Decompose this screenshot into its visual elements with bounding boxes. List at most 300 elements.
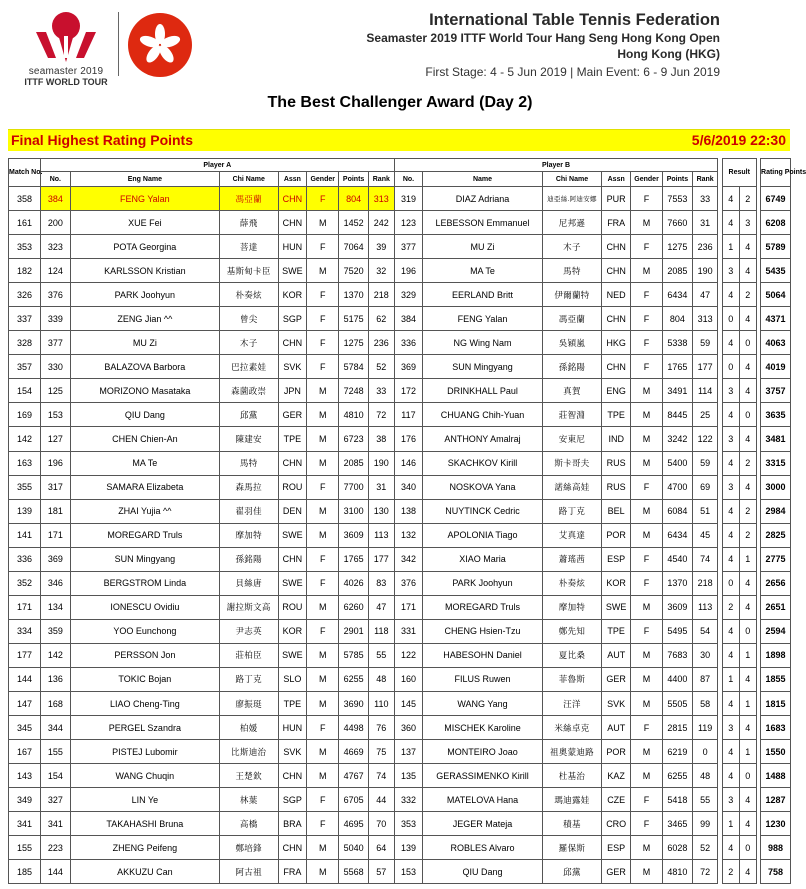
player-b-name: HABESOHN Daniel [423, 643, 542, 667]
player-b-rank: 55 [692, 788, 718, 812]
player-b-gender: F [631, 235, 663, 259]
player-a-chi-name: 菩達 [219, 235, 278, 259]
player-b-gender: M [631, 379, 663, 403]
player-b-rank: 122 [692, 427, 718, 451]
player-a-assn: SGP [278, 788, 307, 812]
match-no: 341 [9, 812, 41, 836]
player-b-gender: M [631, 211, 663, 235]
table-row [9, 812, 791, 836]
header-rating-points: Rating Points [761, 159, 791, 187]
match-no: 353 [9, 235, 41, 259]
match-no: 143 [9, 764, 41, 788]
player-b-name: CHENG Hsien-Tzu [423, 619, 542, 643]
player-a-gender: F [307, 307, 339, 331]
table-row [9, 691, 791, 715]
player-a-name: WANG Chuqin [70, 764, 219, 788]
player-b-chi-name: 諾絲高娃 [542, 475, 602, 499]
player-a-no: 200 [40, 211, 70, 235]
player-a-chi-name: 謝拉斯文高 [219, 595, 278, 619]
player-a-gender: M [307, 451, 339, 475]
result-a-games: 4 [722, 547, 739, 571]
header-divider [118, 12, 119, 76]
player-b-gender: F [631, 571, 663, 595]
player-b-chi-name: 安東尼 [542, 427, 602, 451]
result-a-games: 3 [722, 379, 739, 403]
table-row [9, 211, 791, 235]
table-row [9, 571, 791, 595]
result-b-games: 4 [739, 716, 756, 740]
header-a-no: No. [40, 172, 70, 187]
rating-banner [8, 129, 790, 151]
header-b-assn: Assn [602, 172, 631, 187]
player-a-chi-name: 巴拉素娃 [219, 355, 278, 379]
header-b-rank: Rank [692, 172, 718, 187]
result-b-games: 4 [739, 235, 756, 259]
player-b-chi-name: 路丁克 [542, 499, 602, 523]
player-a-name: PISTEJ Lubomir [70, 740, 219, 764]
player-a-name: MORIZONO Masataka [70, 379, 219, 403]
player-b-assn: ESP [602, 836, 631, 860]
result-a-games: 0 [722, 571, 739, 595]
player-a-chi-name: 馬特 [219, 451, 278, 475]
player-b-rank: 47 [692, 283, 718, 307]
player-a-gender: M [307, 427, 339, 451]
table-row [9, 475, 791, 499]
player-b-chi-name: 邱黨 [542, 860, 602, 884]
player-b-rank: 58 [692, 691, 718, 715]
rating-points: 1815 [761, 691, 791, 715]
player-a-gender: M [307, 259, 339, 283]
header-player-a: Player A [40, 159, 394, 172]
player-a-assn: HUN [278, 235, 307, 259]
player-b-chi-name: 朴奏炫 [542, 571, 602, 595]
player-a-chi-name: 基斯甸卡臣 [219, 259, 278, 283]
rating-points: 3481 [761, 427, 791, 451]
logo-text-seamaster: seamaster 2019 [28, 66, 104, 77]
player-a-assn: SGP [278, 307, 307, 331]
player-b-no: 336 [394, 331, 423, 355]
player-a-name: PERSSON Jon [70, 643, 219, 667]
rating-points: 2775 [761, 547, 791, 571]
result-a-games: 4 [722, 523, 739, 547]
player-a-name: MU Zi [70, 331, 219, 355]
player-b-name: MA Te [423, 259, 542, 283]
player-b-gender: M [631, 643, 663, 667]
player-b-rank: 218 [692, 571, 718, 595]
player-a-assn: CHN [278, 331, 307, 355]
table-row [9, 499, 791, 523]
rating-points: 5435 [761, 259, 791, 283]
player-a-rank: 47 [369, 595, 395, 619]
result-b-games: 4 [739, 595, 756, 619]
player-b-no: 139 [394, 836, 423, 860]
player-a-points: 1765 [339, 547, 369, 571]
player-a-assn: DEN [278, 499, 307, 523]
player-b-name: GERASSIMENKO Kirill [423, 764, 542, 788]
player-b-no: 353 [394, 812, 423, 836]
result-b-games: 1 [739, 643, 756, 667]
player-a-points: 2085 [339, 451, 369, 475]
player-b-assn: SWE [602, 595, 631, 619]
match-no: 345 [9, 716, 41, 740]
player-a-points: 1275 [339, 331, 369, 355]
result-a-games: 0 [722, 355, 739, 379]
player-b-points: 4540 [663, 547, 693, 571]
player-b-points: 1370 [663, 571, 693, 595]
match-no: 141 [9, 523, 41, 547]
player-b-name: SUN Mingyang [423, 355, 542, 379]
player-a-rank: 130 [369, 499, 395, 523]
player-a-chi-name: 貝絲唐 [219, 571, 278, 595]
result-a-games: 3 [722, 475, 739, 499]
rating-points: 1898 [761, 643, 791, 667]
player-a-name: POTA Georgina [70, 235, 219, 259]
player-b-assn: CHN [602, 355, 631, 379]
player-a-no: 359 [40, 619, 70, 643]
match-no: 163 [9, 451, 41, 475]
player-b-no: 171 [394, 595, 423, 619]
player-a-gender: F [307, 812, 339, 836]
result-a-games: 2 [722, 595, 739, 619]
player-b-gender: M [631, 860, 663, 884]
rating-points: 3315 [761, 451, 791, 475]
header-b-no: No. [394, 172, 423, 187]
player-a-no: 341 [40, 812, 70, 836]
player-a-gender: F [307, 355, 339, 379]
player-b-name: DRINKHALL Paul [423, 379, 542, 403]
player-a-no: 317 [40, 475, 70, 499]
player-a-points: 804 [339, 187, 369, 211]
player-a-assn: SWE [278, 643, 307, 667]
player-a-no: 171 [40, 523, 70, 547]
player-b-no: 153 [394, 860, 423, 884]
player-a-chi-name: 柏媛 [219, 716, 278, 740]
player-b-points: 5338 [663, 331, 693, 355]
player-a-gender: M [307, 764, 339, 788]
match-no: 169 [9, 403, 41, 427]
player-a-no: 127 [40, 427, 70, 451]
player-b-points: 4810 [663, 860, 693, 884]
player-a-points: 1370 [339, 283, 369, 307]
player-b-assn: POR [602, 740, 631, 764]
result-a-games: 4 [722, 403, 739, 427]
player-a-points: 3690 [339, 691, 369, 715]
match-no: 334 [9, 619, 41, 643]
player-a-assn: SWE [278, 259, 307, 283]
player-a-name: AKKUZU Can [70, 860, 219, 884]
player-a-chi-name: 林葉 [219, 788, 278, 812]
hong-kong-flag-icon [127, 12, 193, 78]
player-a-no: 384 [40, 187, 70, 211]
player-b-gender: F [631, 788, 663, 812]
player-a-rank: 64 [369, 836, 395, 860]
table-row [9, 764, 791, 788]
player-b-no: 332 [394, 788, 423, 812]
match-no: 326 [9, 283, 41, 307]
result-b-games: 4 [739, 812, 756, 836]
player-a-assn: SVK [278, 740, 307, 764]
result-a-games: 4 [722, 619, 739, 643]
rating-points: 3635 [761, 403, 791, 427]
player-a-name: QIU Dang [70, 403, 219, 427]
player-a-chi-name: 孫銘陽 [219, 547, 278, 571]
player-b-assn: HKG [602, 331, 631, 355]
header-player-b: Player B [394, 159, 718, 172]
page-header [0, 0, 800, 92]
player-b-no: 160 [394, 667, 423, 691]
player-b-gender: F [631, 187, 663, 211]
player-b-chi-name: 羅保斯 [542, 836, 602, 860]
player-b-no: 137 [394, 740, 423, 764]
player-b-rank: 236 [692, 235, 718, 259]
table-row [9, 187, 791, 211]
match-no: 154 [9, 379, 41, 403]
player-a-no: 168 [40, 691, 70, 715]
result-a-games: 3 [722, 259, 739, 283]
player-b-no: 342 [394, 547, 423, 571]
player-b-chi-name: 馬特 [542, 259, 602, 283]
player-b-chi-name: 木子 [542, 235, 602, 259]
player-b-assn: IND [602, 427, 631, 451]
player-a-no: 223 [40, 836, 70, 860]
rating-points: 2651 [761, 595, 791, 619]
player-b-chi-name: 杜基治 [542, 764, 602, 788]
player-a-assn: KOR [278, 283, 307, 307]
player-a-gender: M [307, 403, 339, 427]
player-b-chi-name: 蕭瑤茜 [542, 547, 602, 571]
player-a-no: 125 [40, 379, 70, 403]
player-a-chi-name: 森馬拉 [219, 475, 278, 499]
player-a-points: 7248 [339, 379, 369, 403]
table-body [9, 187, 791, 884]
player-a-no: 327 [40, 788, 70, 812]
player-a-gender: F [307, 716, 339, 740]
player-b-points: 6255 [663, 764, 693, 788]
result-a-games: 3 [722, 716, 739, 740]
player-a-name: LIN Ye [70, 788, 219, 812]
player-a-points: 7520 [339, 259, 369, 283]
player-b-gender: F [631, 355, 663, 379]
player-b-points: 1765 [663, 355, 693, 379]
match-no: 337 [9, 307, 41, 331]
table-row [9, 307, 791, 331]
player-b-points: 6434 [663, 283, 693, 307]
player-a-name: ZHAI Yujia ^^ [70, 499, 219, 523]
table-row [9, 403, 791, 427]
player-b-assn: KOR [602, 571, 631, 595]
player-b-rank: 33 [692, 187, 718, 211]
player-b-rank: 87 [692, 667, 718, 691]
player-a-points: 2901 [339, 619, 369, 643]
player-b-points: 6219 [663, 740, 693, 764]
rating-points: 1855 [761, 667, 791, 691]
player-a-no: 196 [40, 451, 70, 475]
rating-points: 2984 [761, 499, 791, 523]
header-b-chi-name: Chi Name [542, 172, 602, 187]
player-b-rank: 69 [692, 475, 718, 499]
player-b-points: 4700 [663, 475, 693, 499]
org-name: International Table Tennis Federation [429, 11, 720, 29]
rating-points: 6208 [761, 211, 791, 235]
player-a-gender: M [307, 836, 339, 860]
result-b-games: 1 [739, 691, 756, 715]
player-b-chi-name: 汪洋 [542, 691, 602, 715]
result-b-games: 2 [739, 499, 756, 523]
player-b-points: 6084 [663, 499, 693, 523]
rating-points: 3757 [761, 379, 791, 403]
player-a-assn: JPN [278, 379, 307, 403]
player-b-no: 132 [394, 523, 423, 547]
player-b-gender: M [631, 427, 663, 451]
table-row [9, 619, 791, 643]
player-b-no: 376 [394, 571, 423, 595]
player-b-no: 340 [394, 475, 423, 499]
player-b-name: MOREGARD Truls [423, 595, 542, 619]
player-a-points: 4810 [339, 403, 369, 427]
player-a-points: 7700 [339, 475, 369, 499]
result-b-games: 1 [739, 740, 756, 764]
ittf-logo-icon [18, 8, 114, 66]
player-b-chi-name: 真賀 [542, 379, 602, 403]
player-a-gender: F [307, 547, 339, 571]
player-a-no: 323 [40, 235, 70, 259]
player-a-assn: ROU [278, 595, 307, 619]
player-a-name: TOKIC Bojan [70, 667, 219, 691]
player-b-rank: 25 [692, 403, 718, 427]
result-a-games: 0 [722, 307, 739, 331]
player-a-assn: TPE [278, 691, 307, 715]
player-a-gender: F [307, 235, 339, 259]
player-a-rank: 113 [369, 523, 395, 547]
player-b-no: 369 [394, 355, 423, 379]
player-b-name: DIAZ Adriana [423, 187, 542, 211]
player-b-assn: CHN [602, 259, 631, 283]
player-b-gender: M [631, 403, 663, 427]
match-no: 355 [9, 475, 41, 499]
table-row [9, 595, 791, 619]
player-a-chi-name: 摩加特 [219, 523, 278, 547]
player-a-gender: M [307, 211, 339, 235]
player-b-chi-name: 艾真達 [542, 523, 602, 547]
player-b-gender: M [631, 740, 663, 764]
player-b-no: 377 [394, 235, 423, 259]
player-a-assn: FRA [278, 860, 307, 884]
player-a-assn: CHN [278, 211, 307, 235]
match-no: 161 [9, 211, 41, 235]
player-a-points: 6705 [339, 788, 369, 812]
player-b-rank: 119 [692, 716, 718, 740]
player-b-chi-name: 斯卡哥夫 [542, 451, 602, 475]
header-a-rank: Rank [369, 172, 395, 187]
player-b-rank: 31 [692, 211, 718, 235]
player-b-chi-name: 馮亞蘭 [542, 307, 602, 331]
table-row [9, 331, 791, 355]
player-a-name: FENG Yalan [70, 187, 219, 211]
player-a-rank: 218 [369, 283, 395, 307]
player-b-name: ROBLES Alvaro [423, 836, 542, 860]
player-a-gender: M [307, 523, 339, 547]
result-b-games: 4 [739, 379, 756, 403]
player-a-points: 4498 [339, 716, 369, 740]
table-row [9, 451, 791, 475]
player-a-assn: CHN [278, 547, 307, 571]
rating-points: 2825 [761, 523, 791, 547]
player-a-rank: 190 [369, 451, 395, 475]
rating-points: 4371 [761, 307, 791, 331]
player-b-points: 5400 [663, 451, 693, 475]
player-b-chi-name: 迪亞絲.阿迪安娜 [542, 187, 602, 211]
match-no: 155 [9, 836, 41, 860]
player-a-name: KARLSSON Kristian [70, 259, 219, 283]
player-a-chi-name: 朴奏炫 [219, 283, 278, 307]
award-title: The Best Challenger Award (Day 2) [267, 94, 533, 111]
table-row [9, 547, 791, 571]
player-b-chi-name: 瑪迪露娃 [542, 788, 602, 812]
player-b-name: APOLONIA Tiago [423, 523, 542, 547]
match-no: 358 [9, 187, 41, 211]
player-a-name: PERGEL Szandra [70, 716, 219, 740]
player-b-rank: 59 [692, 331, 718, 355]
player-b-points: 7683 [663, 643, 693, 667]
result-a-games: 4 [722, 451, 739, 475]
player-a-chi-name: 莊柏臣 [219, 643, 278, 667]
player-a-name: YOO Eunchong [70, 619, 219, 643]
player-a-points: 3609 [339, 523, 369, 547]
player-a-name: IONESCU Ovidiu [70, 595, 219, 619]
player-a-assn: CHN [278, 764, 307, 788]
player-b-rank: 114 [692, 379, 718, 403]
rating-points: 1488 [761, 764, 791, 788]
player-b-no: 319 [394, 187, 423, 211]
player-b-assn: PUR [602, 187, 631, 211]
player-a-rank: 57 [369, 860, 395, 884]
player-a-rank: 74 [369, 764, 395, 788]
player-b-name: MATELOVA Hana [423, 788, 542, 812]
player-b-points: 1275 [663, 235, 693, 259]
match-no: 171 [9, 595, 41, 619]
match-no: 177 [9, 643, 41, 667]
player-a-chi-name: 薛飛 [219, 211, 278, 235]
match-no: 352 [9, 571, 41, 595]
player-b-chi-name: 伊爾蘭特 [542, 283, 602, 307]
player-b-no: 360 [394, 716, 423, 740]
player-a-name: CHEN Chien-An [70, 427, 219, 451]
match-no: 185 [9, 860, 41, 884]
player-a-name: TAKAHASHI Bruna [70, 812, 219, 836]
rating-points: 5789 [761, 235, 791, 259]
result-a-games: 1 [722, 667, 739, 691]
rating-points: 988 [761, 836, 791, 860]
result-a-games: 4 [722, 691, 739, 715]
player-b-gender: M [631, 836, 663, 860]
player-b-gender: M [631, 667, 663, 691]
match-no: 357 [9, 355, 41, 379]
match-no: 167 [9, 740, 41, 764]
player-a-rank: 110 [369, 691, 395, 715]
event-name: Seamaster 2019 ITTF World Tour Hang Seng Hong Kong Open [366, 31, 720, 45]
player-a-chi-name: 高橋 [219, 812, 278, 836]
result-a-games: 3 [722, 427, 739, 451]
table-row [9, 379, 791, 403]
player-b-points: 7660 [663, 211, 693, 235]
player-a-name: BALAZOVA Barbora [70, 355, 219, 379]
player-a-points: 6255 [339, 667, 369, 691]
rating-points: 1683 [761, 716, 791, 740]
player-a-gender: F [307, 788, 339, 812]
player-b-assn: CHN [602, 235, 631, 259]
player-b-rank: 59 [692, 451, 718, 475]
player-a-points: 5785 [339, 643, 369, 667]
